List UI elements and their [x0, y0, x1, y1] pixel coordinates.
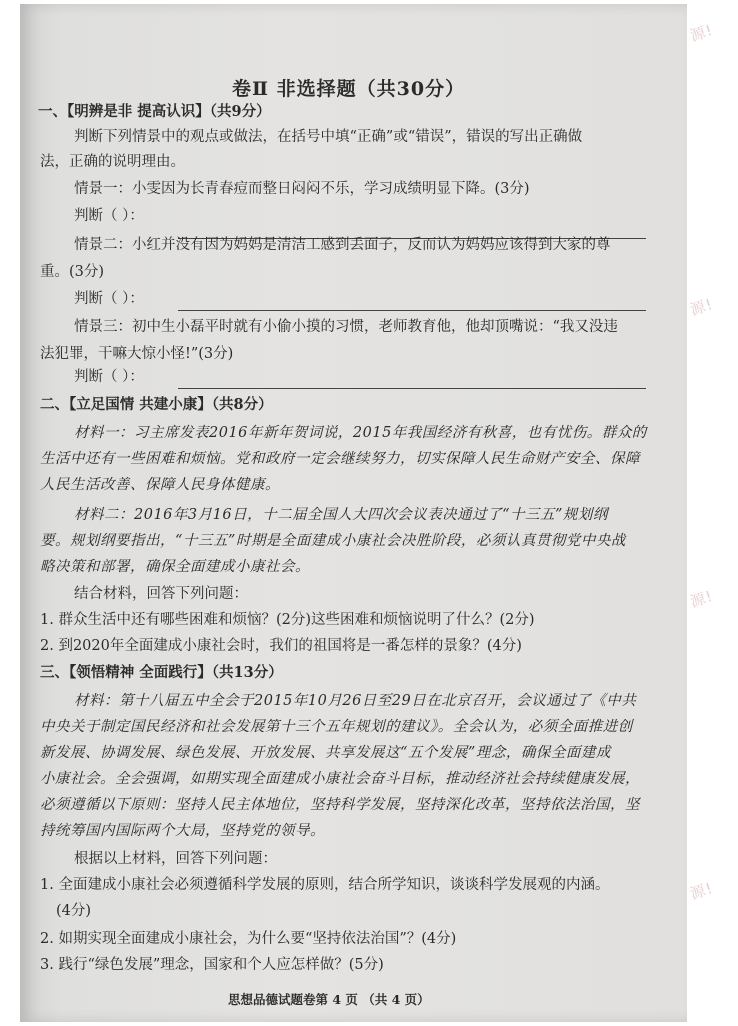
section1-instruction: 法，正确的说明理由。	[40, 154, 185, 170]
scenario-2: 重。(3分)	[40, 264, 105, 280]
section3-question-2: 2. 如期实现全面建成小康社会，为什么要“坚持依法治国”？(4分)	[40, 931, 457, 947]
judge-label-1: 判断（ ）：	[74, 208, 144, 224]
section3-prompt: 根据以上材料，回答下列问题：	[74, 851, 277, 867]
material-2: 材料二：2016年3月16日，十二届全国人大四次会议表决通过了“十三五”规划纲	[74, 507, 608, 523]
answer-line-2[interactable]	[178, 310, 646, 311]
material-1: 材料一：习主席发表2016年新年贺词说，2015年我国经济有秋喜，也有忧伤。群众的	[74, 425, 647, 441]
page-margin	[687, 0, 738, 1026]
section1-heading: 一、【明辨是非 提高认识】（共9分）	[38, 103, 271, 120]
material-1: 生活中还有一些困难和烦恼。党和政府一定会继续努力，切实保障人民生命财产安全、保障	[40, 451, 640, 467]
section3-question-3: 3. 践行“绿色发展”理念，国家和个人应怎样做？(5分)	[40, 957, 384, 973]
section3-material: 必须遵循以下原则：坚持人民主体地位，坚持科学发展，坚持深化改革，坚持依法治国，坚	[40, 797, 640, 813]
section2-heading: 二、【立足国情 共建小康】（共8分）	[40, 396, 273, 413]
watermark: 源!	[687, 878, 716, 904]
scenario-2: 情景二：小红并没有因为妈妈是清洁工感到丢面子，反而认为妈妈应该得到大家的尊	[74, 237, 611, 253]
section3-material: 持统筹国内国际两个大局，坚持党的领导。	[40, 823, 325, 839]
section3-heading: 三、【领悟精神 全面践行】（共13分）	[40, 664, 283, 681]
section3-material: 新发展、协调发展、绿色发展、开放发展、共享发展这“五个发展”理念，确保全面建成	[40, 745, 611, 761]
section3-material: 材料：第十八届五中全会于2015年10月26日至29日在北京召开，会议通过了《中共	[74, 693, 637, 709]
paper-title: 卷Ⅱ 非选择题（共30分）	[232, 78, 466, 100]
page-footer: 思想品德试题卷第 4 页 （共 4 页）	[228, 992, 430, 1007]
judge-label-3: 判断（ ）：	[74, 369, 144, 385]
section3-material: 中央关于制定国民经济和社会发展第十三个五年规划的建议》。全会认为，必须全面推进创	[40, 719, 633, 735]
material-2: 要。规划纲要指出，“十三五”时期是全面建成小康社会决胜阶段，必须认真贯彻党中央战	[40, 533, 626, 549]
scenario-1: 情景一：小雯因为长青春痘而整日闷闷不乐，学习成绩明显下降。(3分)	[74, 181, 530, 197]
watermark: 源!	[687, 20, 716, 46]
judge-label-2: 判断（ ）：	[74, 291, 144, 307]
section2-question-1: 1. 群众生活中还有哪些困难和烦恼？(2分)这些困难和烦恼说明了什么？(2分)	[40, 612, 535, 628]
scenario-3: 法犯罪，干嘛大惊小怪!”(3分)	[40, 346, 234, 362]
material-1: 人民生活改善、保障人民身体健康。	[40, 477, 280, 493]
section2-question-2: 2. 到2020年全面建成小康社会时，我们的祖国将是一番怎样的景象？(4分)	[40, 638, 522, 654]
section1-instruction: 判断下列情景中的观点或做法，在括号中填“正确”或“错误”，错误的写出正确做	[74, 129, 583, 145]
watermark: 源!	[687, 294, 716, 320]
scenario-3: 情景三：初中生小磊平时就有小偷小摸的习惯，老师教育他，他却顶嘴说：“我又没违	[74, 319, 618, 335]
section3-question-1: 1. 全面建成小康社会必须遵循科学发展的原则，结合所学知识，谈谈科学发展观的内涵。	[40, 877, 610, 893]
watermark: 源!	[687, 586, 716, 612]
section3-material: 小康社会。全会强调，如期实现全面建成小康社会奋斗目标，推动经济社会持续健康发展，	[40, 771, 640, 787]
section2-prompt: 结合材料，回答下列问题：	[74, 586, 248, 602]
material-2: 略决策和部署，确保全面建成小康社会。	[40, 559, 310, 575]
answer-line-3[interactable]	[178, 388, 646, 389]
section3-question-1: (4分)	[56, 903, 92, 919]
